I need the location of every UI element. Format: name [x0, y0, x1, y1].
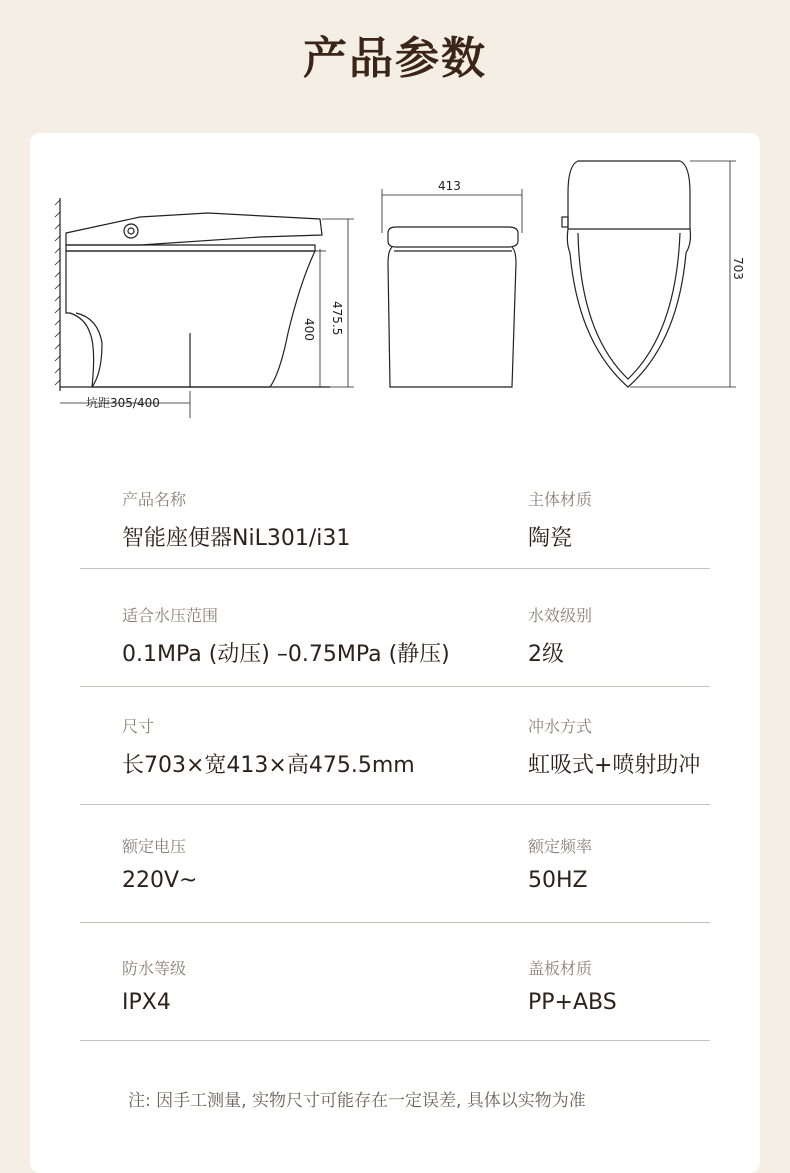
spec-label-waterproof: 防水等级: [122, 959, 187, 978]
spec-value-voltage: 220V~: [122, 868, 198, 893]
spec-value-flush-type: 虹吸式+喷射助冲: [528, 753, 701, 778]
spec-value-water-efficiency: 2级: [528, 642, 564, 667]
width-413-label: 413: [438, 179, 461, 193]
spec-row-name: [80, 478, 710, 569]
spec-label-size: 尺寸: [122, 717, 155, 736]
spec-value-product-name: 智能座便器NiL301/i31: [122, 526, 351, 551]
spec-label-product-name: 产品名称: [122, 490, 187, 509]
measurement-note: 注: 因手工测量, 实物尺寸可能存在一定误差, 具体以实物为准: [128, 1091, 586, 1111]
height-400-label: 400: [302, 318, 316, 341]
spec-row-voltage: [80, 804, 710, 923]
spec-label-frequency: 额定频率: [528, 837, 593, 856]
spec-value-cover-material: PP+ABS: [528, 990, 617, 1015]
spec-row-waterproof: [80, 922, 710, 1041]
spec-card: [30, 133, 760, 1173]
spec-value-waterproof: IPX4: [122, 990, 171, 1015]
spec-row-pressure: [80, 568, 710, 687]
page-title: 产品参数: [303, 33, 487, 84]
dimension-drawing: [30, 133, 760, 433]
spec-label-voltage: 额定电压: [122, 837, 187, 856]
spec-label-pressure: 适合水压范围: [122, 606, 219, 625]
side-view-drawing: [55, 198, 330, 391]
length-703-label: 703: [731, 257, 745, 280]
spec-value-material: 陶瓷: [528, 526, 573, 551]
spec-label-water-efficiency: 水效级别: [528, 606, 593, 625]
spec-value-frequency: 50HZ: [528, 868, 588, 893]
front-dimension-lines: [382, 189, 522, 233]
spec-label-flush-type: 冲水方式: [528, 717, 593, 736]
pit-distance-label: 坑距305/400: [86, 396, 160, 410]
front-view-drawing: [388, 227, 518, 387]
spec-value-pressure: 0.1MPa (动压) –0.75MPa (静压): [122, 642, 450, 667]
height-475-label: 475.5: [330, 301, 344, 336]
spec-value-size: 长703×宽413×高475.5mm: [122, 753, 415, 778]
top-view-drawing: [562, 161, 691, 387]
spec-label-cover-material: 盖板材质: [528, 959, 593, 978]
spec-label-material: 主体材质: [528, 490, 593, 509]
spec-row-size: [80, 686, 710, 805]
